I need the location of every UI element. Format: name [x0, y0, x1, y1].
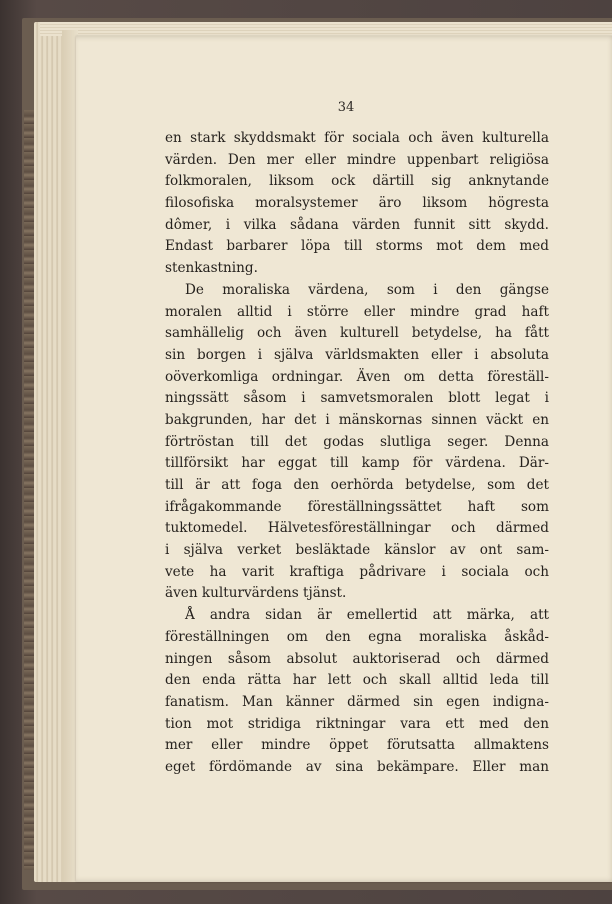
text-line: sin borgen i själva världsmakten eller i absoluta: [165, 346, 549, 363]
text-line: Endast barbarer löpa till storms mot dem med: [165, 238, 549, 255]
text-line: fanatism. Man känner därmed sin egen indigna-: [165, 693, 549, 710]
text-line: mer eller mindre öppet förutsatta allmaktens: [165, 737, 549, 754]
text-line: stenkastning.: [165, 260, 258, 277]
text-line: tion mot stridiga riktningar vara ett med den: [165, 715, 549, 732]
text-line: en stark skyddsmakt för sociala och även kulturella: [165, 130, 549, 146]
text-line: Å andra sidan är emellertid att märka, att: [185, 607, 549, 624]
text-line: moralen alltid i större eller mindre grad haft: [165, 303, 549, 320]
text-line: till är att foga den oerhörda betydelse, som det: [165, 477, 549, 493]
text-line: den enda rätta har lett och skall alltid leda till: [165, 672, 549, 689]
text-line: filosofiska moralsystemer äro liksom högresta: [165, 195, 549, 212]
text-line: tuktomedel. Hälvetesföreställningar och därmed: [165, 520, 549, 537]
text-line: tillförsikt har eggat till kamp för värdena. Där-: [165, 455, 549, 472]
text-line: bakgrunden, har det i mänskornas sinnen väckt en: [165, 411, 549, 428]
body-text: [165, 128, 549, 779]
text-line: vete ha varit kraftiga pådrivare i sociala och: [165, 563, 549, 580]
page-number: 34: [337, 100, 355, 115]
text-line: ningssätt såsom i samvetsmoralen blott legat i: [165, 390, 549, 407]
text-line: även kulturvärdens tjänst.: [165, 585, 347, 602]
text-line: oöverkomliga ordningar. Även om detta föreställ-: [165, 368, 549, 385]
text-line: ifrågakommande föreställningssättet haft som: [165, 498, 549, 515]
text-line: samhällelig och även kulturell betydelse, ha fått: [165, 325, 549, 342]
text-line: De moraliska värdena, som i den gängse: [185, 281, 549, 298]
text-line: förtröstan till det godas slutliga seger. Denna: [165, 433, 549, 450]
text-line: eget fördömande av sina bekämpare. Eller man: [165, 758, 549, 775]
text-line: ningen såsom absolut auktoriserad och därmed: [165, 650, 549, 667]
cover-edge-decoration: [24, 110, 34, 870]
text-line: dômer, i vilka sådana värden funnit sitt skydd.: [165, 216, 549, 233]
text-line: folkmoralen, liksom ock därtill sig anknytande: [165, 173, 549, 190]
text-line: i själva verket besläktade känslor av ont sam-: [165, 542, 549, 559]
book-page: [76, 36, 612, 882]
text-line: värden. Den mer eller mindre uppenbart religiösa: [165, 151, 549, 168]
page-stack-top: [40, 22, 612, 36]
text-line: föreställningen om den egna moraliska åskåd-: [165, 628, 549, 645]
